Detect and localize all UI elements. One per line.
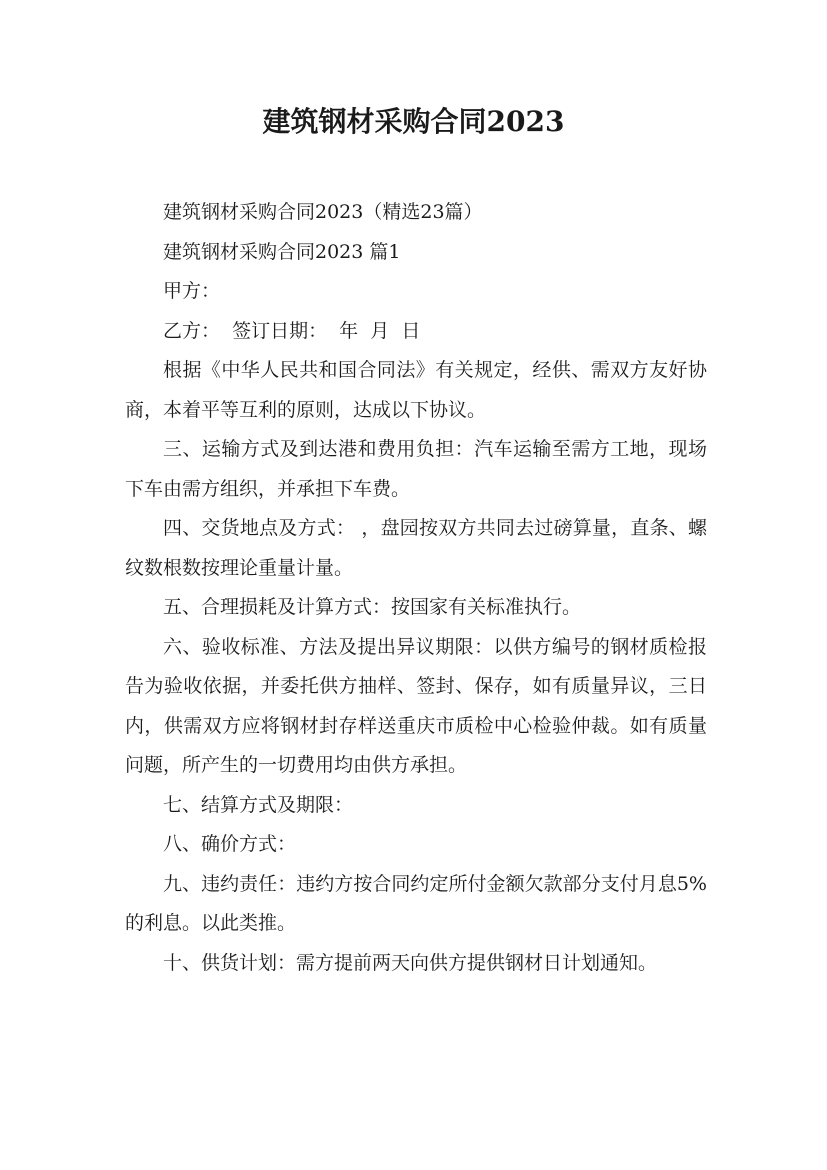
- paragraph-preamble: 根据《中华人民共和国合同法》有关规定，经供、需双方友好协商，本着平等互利的原则，达成以下协议。: [125, 359, 707, 421]
- paragraph-party-b-date: 乙方： 签订日期： 年 月 日: [163, 319, 421, 342]
- paragraph-clause-8: 八、确价方式：: [163, 833, 297, 855]
- paragraph-clause-5: 五、合理损耗及计算方式：按国家有关标准执行。: [163, 596, 582, 618]
- paragraph-clause-10: 十、供货计划：需方提前两天向供方提供钢材日计划通知。: [163, 951, 658, 974]
- paragraph-party-a: 甲方：: [163, 280, 221, 302]
- paragraph-clause-4: 四、交货地点及方式： ，盘园按双方共同去过磅算量，直条、螺纹数根数按理论重量计量。: [125, 517, 707, 579]
- paragraph-subtitle: 建筑钢材采购合同2023（精选23篇）: [163, 201, 483, 223]
- paragraph-clause-6: 六、验收标准、方法及提出异议期限：以供方编号的钢材质检报告为验收依据，并委托供方抽样、签封、保存，如有质量异议，三日内，供需双方应将钢材封存样送重庆市质检中心检验仲裁。如有质量问题，所产生的一切费用均由供方承担。: [125, 635, 707, 776]
- paragraph-article-heading: 建筑钢材采购合同2023 篇1: [163, 240, 401, 263]
- document-title: 建筑钢材采购合同2023: [262, 105, 565, 138]
- paragraph-clause-3: 三、运输方式及到达港和费用负担：汽车运输至需方工地，现场下车由需方组织，并承担下车费。: [125, 438, 707, 500]
- paragraph-clause-9: 九、违约责任：违约方按合同约定所付金额欠款部分支付月息5%的利息。以此类推。: [125, 872, 707, 934]
- document-body: [125, 193, 707, 983]
- paragraph-clause-7: 七、结算方式及期限：: [163, 793, 354, 816]
